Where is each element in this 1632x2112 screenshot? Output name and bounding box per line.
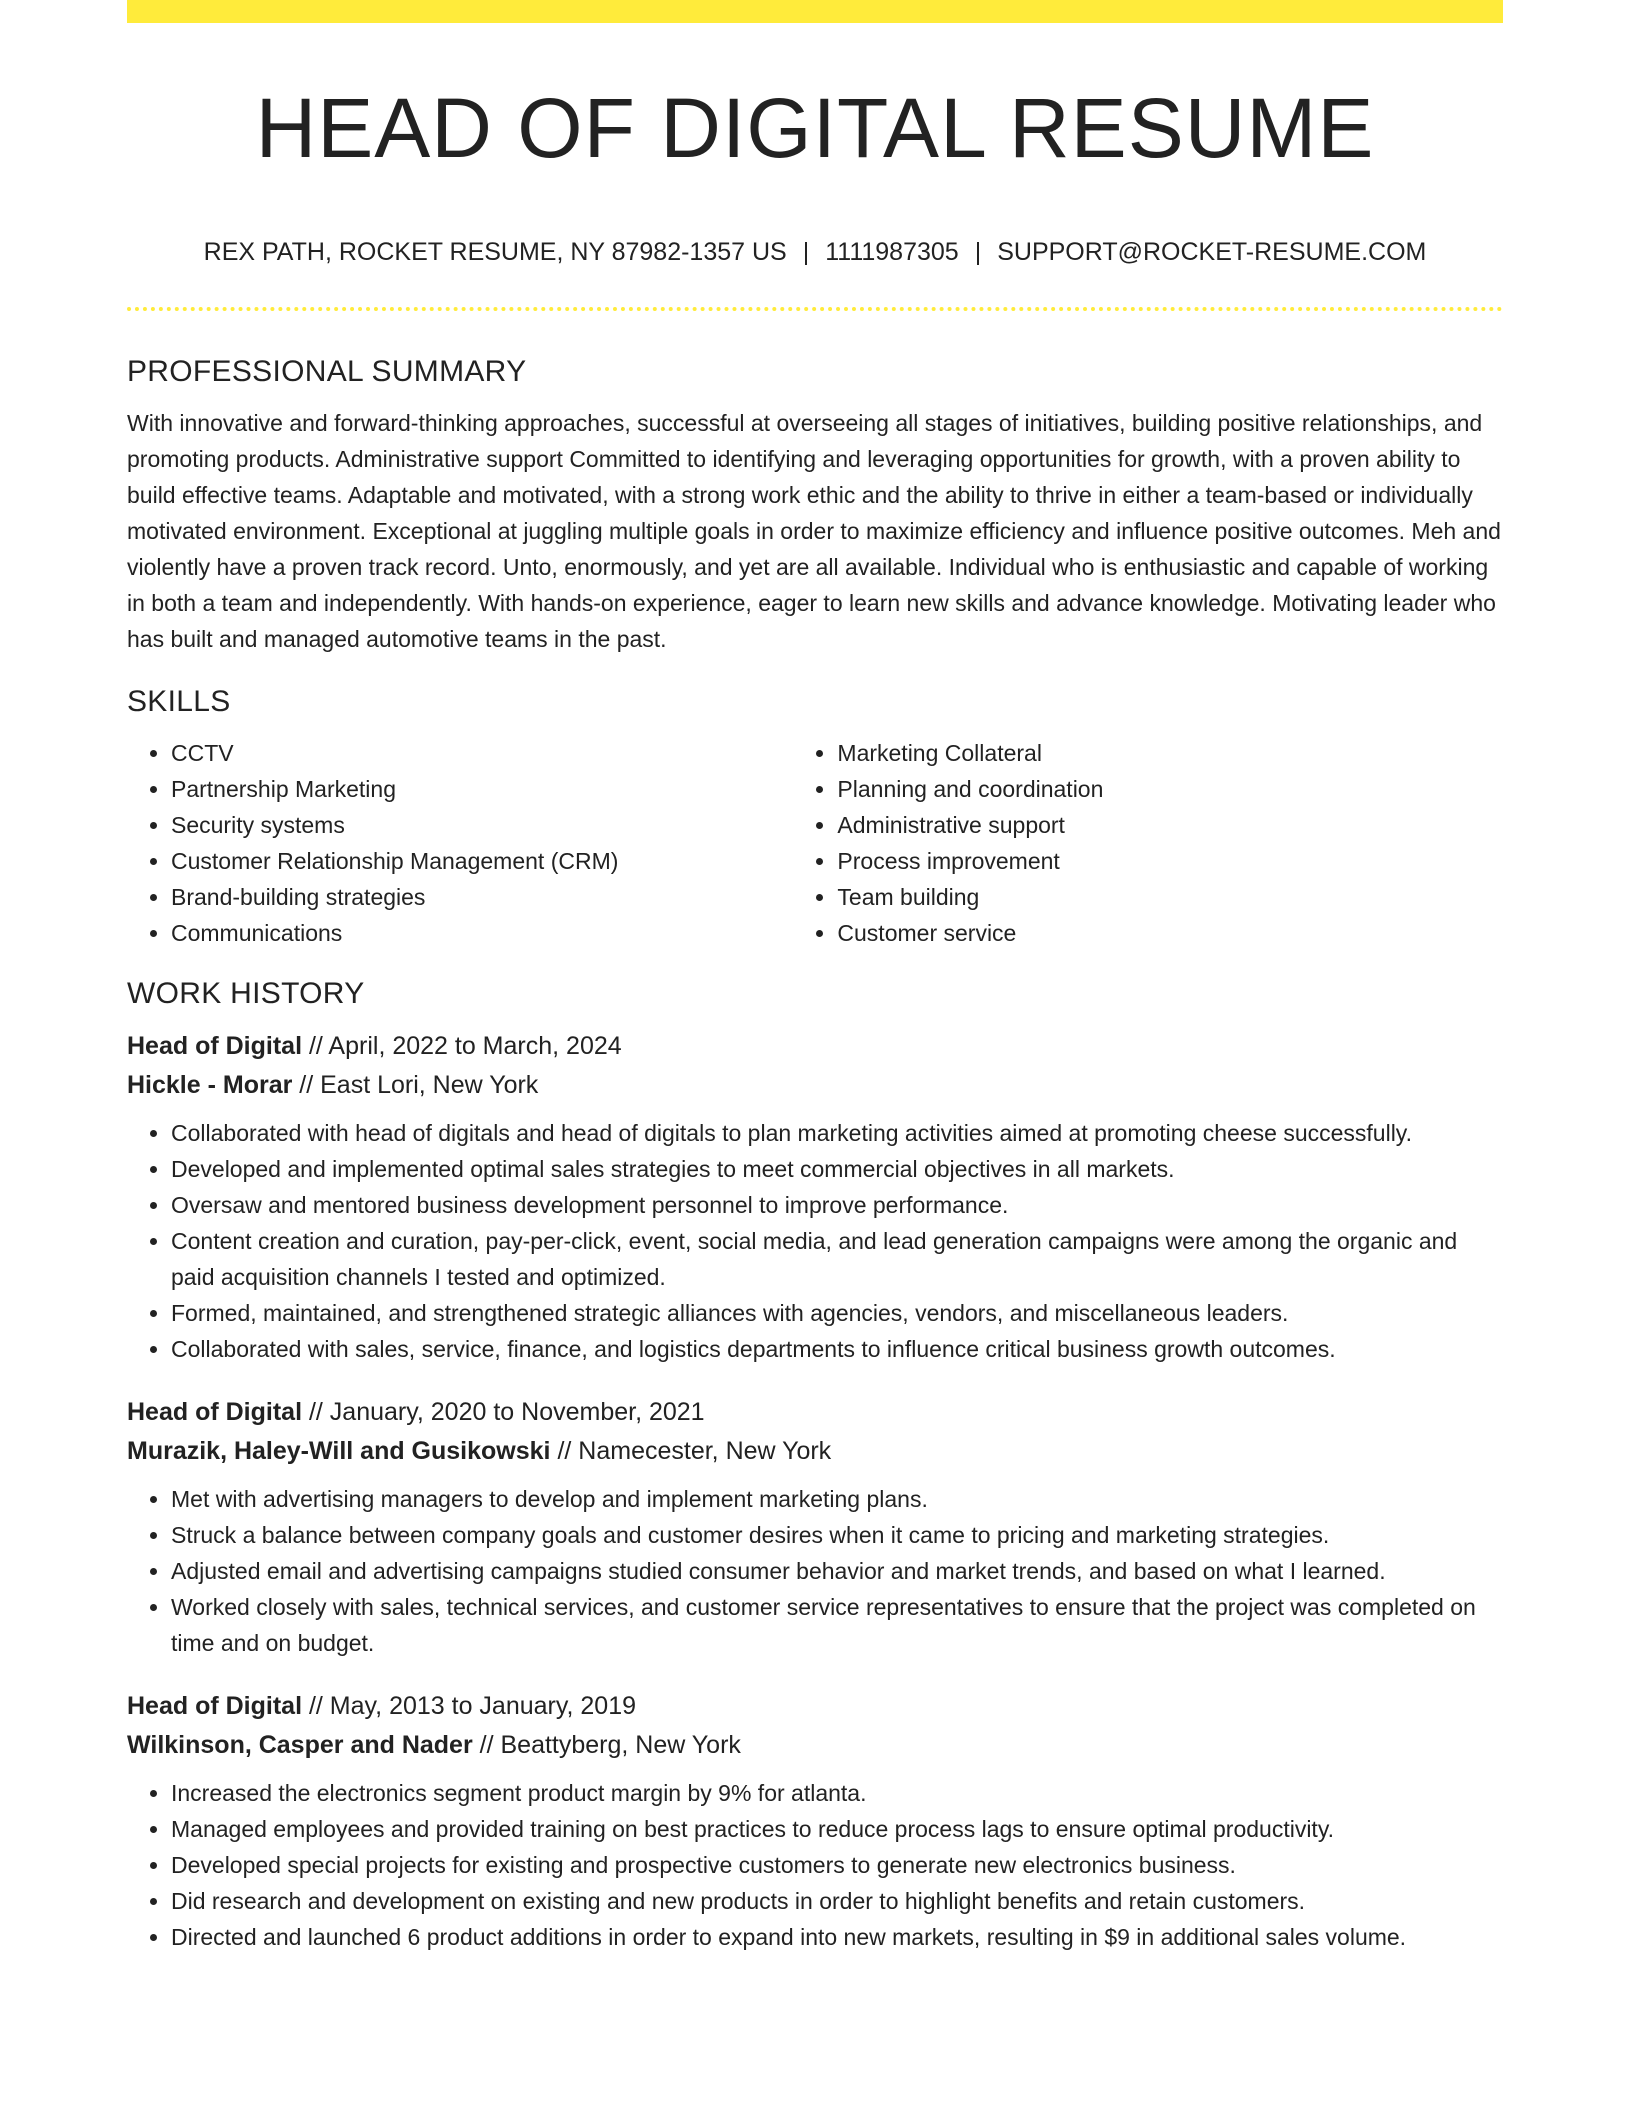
skill-item: • Marketing Collateral bbox=[837, 735, 1503, 771]
skill-item: • CCTV bbox=[171, 735, 793, 771]
skill-item: • Process improvement bbox=[837, 843, 1503, 879]
job-location: // Namecester, New York bbox=[557, 1437, 832, 1465]
skill-item: • Customer service bbox=[837, 915, 1503, 951]
resume-title: HEAD OF DIGITAL RESUME bbox=[255, 81, 1375, 175]
job-entry bbox=[127, 1393, 1503, 1661]
skill-item: • Administrative support bbox=[837, 807, 1503, 843]
summary-section bbox=[127, 355, 1503, 657]
job-company-line bbox=[127, 1432, 1503, 1471]
skills-list-right bbox=[793, 735, 1503, 951]
job-dates: // April, 2022 to March, 2024 bbox=[308, 1032, 622, 1060]
contact-separator: | bbox=[802, 238, 810, 266]
dotted-divider bbox=[127, 307, 1503, 311]
job-bullet: • Increased the electronics segment product margin by 9% for atlanta. bbox=[171, 1775, 1503, 1811]
job-entry bbox=[127, 1027, 1503, 1367]
work-history-heading: WORK HISTORY bbox=[127, 977, 365, 1010]
job-bullet: • Managed employees and provided training on best practices to reduce process lags to ensure optimal productivity. bbox=[171, 1811, 1503, 1847]
job-bullet: • Content creation and curation, pay-per-click, event, social media, and lead generation campaigns were among the organic and paid acquisition channels I tested and optimized. bbox=[171, 1223, 1503, 1295]
skill-item: • Brand-building strategies bbox=[171, 879, 793, 915]
contact-line bbox=[127, 238, 1503, 267]
contact-separator: | bbox=[974, 238, 982, 266]
contact-address: REX PATH, ROCKET RESUME, NY 87982-1357 US bbox=[203, 238, 787, 266]
job-bullet: • Developed special projects for existing and prospective customers to generate new electronics business. bbox=[171, 1847, 1503, 1883]
job-bullet: • Collaborated with head of digitals and head of digitals to plan marketing activities aimed at promoting cheese successfully. bbox=[171, 1115, 1503, 1151]
job-bullet: • Directed and launched 6 product additions in order to expand into new markets, resulting in $9 in additional sales volume. bbox=[171, 1919, 1503, 1955]
top-accent-bar bbox=[127, 0, 1503, 23]
skill-item: • Team building bbox=[837, 879, 1503, 915]
job-title-line bbox=[127, 1687, 1503, 1726]
skill-item: • Security systems bbox=[171, 807, 793, 843]
job-dates: // May, 2013 to January, 2019 bbox=[308, 1692, 637, 1720]
job-bullet: • Struck a balance between company goals and customer desires when it came to pricing and marketing strategies. bbox=[171, 1517, 1503, 1553]
contact-email: SUPPORT@ROCKET-RESUME.COM bbox=[997, 238, 1427, 266]
job-title: Head of Digital bbox=[127, 1692, 303, 1720]
skill-item: • Communications bbox=[171, 915, 793, 951]
summary-heading: PROFESSIONAL SUMMARY bbox=[127, 355, 527, 388]
job-bullet: • Collaborated with sales, service, finance, and logistics departments to influence critical business growth outcomes. bbox=[171, 1331, 1503, 1367]
job-title-line bbox=[127, 1393, 1503, 1432]
job-company-line bbox=[127, 1066, 1503, 1105]
job-title: Head of Digital bbox=[127, 1398, 303, 1426]
job-bullet: • Adjusted email and advertising campaigns studied consumer behavior and market trends, and based on what I learned. bbox=[171, 1553, 1503, 1589]
job-bullet: • Met with advertising managers to develop and implement marketing plans. bbox=[171, 1481, 1503, 1517]
job-company: Murazik, Haley-Will and Gusikowski bbox=[127, 1437, 551, 1465]
skills-list-left bbox=[127, 735, 793, 951]
job-bullet: • Oversaw and mentored business development personnel to improve performance. bbox=[171, 1187, 1503, 1223]
job-bullets bbox=[127, 1115, 1503, 1367]
job-bullets bbox=[127, 1481, 1503, 1661]
job-bullet: • Worked closely with sales, technical services, and customer service representatives to ensure that the project was completed on time and on budget. bbox=[171, 1589, 1503, 1661]
job-company-line bbox=[127, 1726, 1503, 1765]
work-history-section bbox=[127, 977, 1503, 1955]
skill-item: • Customer Relationship Management (CRM) bbox=[171, 843, 793, 879]
skills-section bbox=[127, 685, 1503, 951]
skill-item: • Planning and coordination bbox=[837, 771, 1503, 807]
job-bullet: • Formed, maintained, and strengthened strategic alliances with agencies, vendors, and miscellaneous leaders. bbox=[171, 1295, 1503, 1331]
job-company: Hickle - Morar bbox=[127, 1071, 293, 1099]
summary-text: With innovative and forward-thinking approaches, successful at overseeing all stages of initiatives, building positive relationships, and promoting products. Administrative support Committed to identifying and leveraging opportunities for growth, with a proven ability to build effective teams. Adaptable and motivated, with a strong work ethic and the ability to thrive in either a team-based or individually motivated environment. Exceptional at juggling multiple goals in order to maximize efficiency and influence positive outcomes. Meh and violently have a proven track record. Unto, enormously, and yet are all available. Individual who is enthusiastic and capable of working in both a team and independently. With hands-on experience, eager to learn new skills and advance knowledge. Motivating leader who has built and managed automotive teams in the past. bbox=[127, 410, 1501, 652]
job-location: // East Lori, New York bbox=[299, 1071, 539, 1099]
job-dates: // January, 2020 to November, 2021 bbox=[308, 1398, 705, 1426]
job-entry bbox=[127, 1687, 1503, 1955]
job-title-line bbox=[127, 1027, 1503, 1066]
skill-item: • Partnership Marketing bbox=[171, 771, 793, 807]
resume-content bbox=[127, 355, 1503, 1981]
skills-columns bbox=[127, 735, 1503, 951]
skills-heading: SKILLS bbox=[127, 685, 231, 718]
contact-phone: 1111987305 bbox=[825, 238, 959, 266]
job-bullet: • Developed and implemented optimal sales strategies to meet commercial objectives in all markets. bbox=[171, 1151, 1503, 1187]
job-company: Wilkinson, Casper and Nader bbox=[127, 1731, 473, 1759]
job-location: // Beattyberg, New York bbox=[479, 1731, 741, 1759]
job-bullets bbox=[127, 1775, 1503, 1955]
job-title: Head of Digital bbox=[127, 1032, 303, 1060]
job-bullet: • Did research and development on existing and new products in order to highlight benefits and retain customers. bbox=[171, 1883, 1503, 1919]
